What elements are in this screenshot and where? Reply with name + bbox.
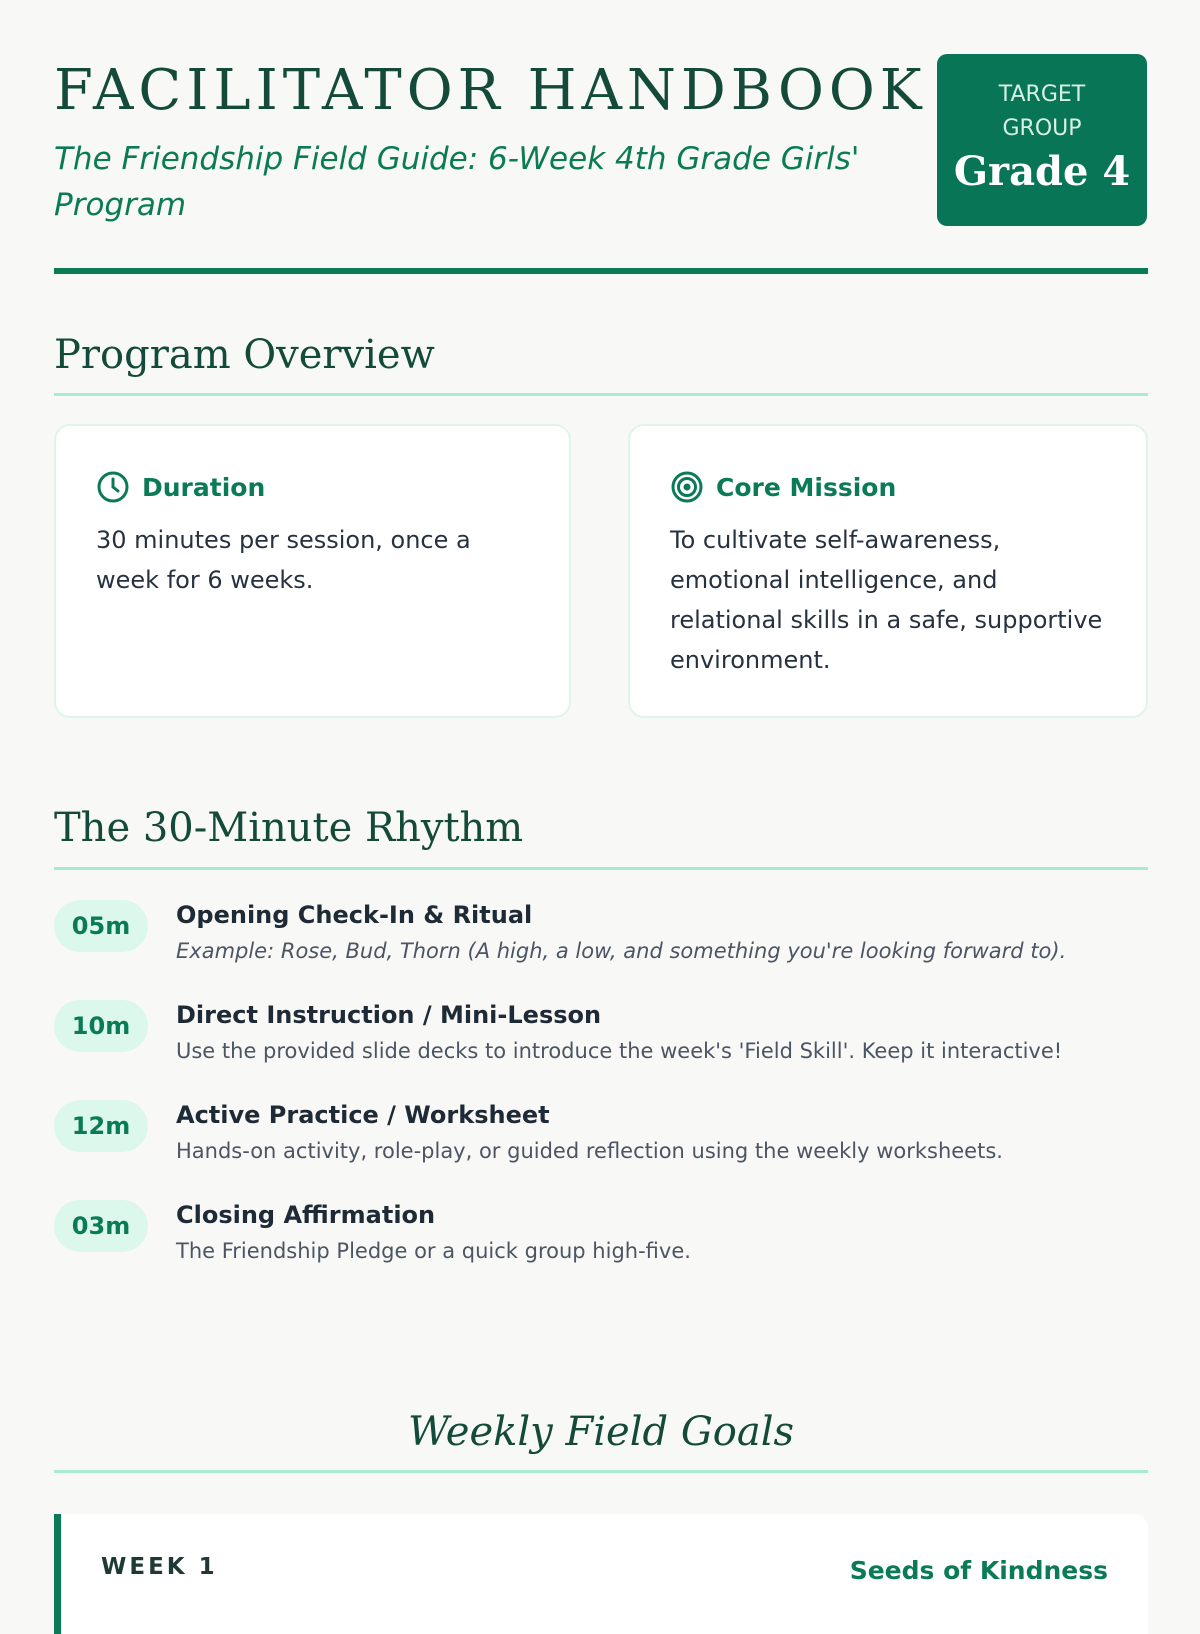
mission-text: To cultivate self-awareness, emotional intelligence, and relational skills in a safe, supportive environment. bbox=[670, 526, 1103, 674]
week-card bbox=[54, 1514, 1148, 1634]
clock-icon bbox=[96, 470, 130, 504]
duration-title: Duration bbox=[142, 472, 266, 502]
page-header bbox=[54, 58, 1148, 228]
duration-card bbox=[54, 424, 571, 718]
target-label-line1: TARGET bbox=[998, 82, 1086, 107]
time-badge: 12m bbox=[54, 1100, 148, 1152]
rhythm-item bbox=[54, 898, 1148, 982]
duration-text: 30 minutes per session, once a week for 6 weeks. bbox=[96, 526, 471, 594]
rhythm-item-title: Opening Check-In & Ritual bbox=[176, 901, 533, 929]
rhythm-heading: The 30-Minute Rhythm bbox=[54, 805, 524, 851]
header-divider bbox=[54, 268, 1148, 274]
week-label: WEEK 1 bbox=[101, 1554, 218, 1580]
time-badge: 03m bbox=[54, 1200, 148, 1252]
duration-card-header bbox=[96, 470, 265, 504]
time-badge: 10m bbox=[54, 1000, 148, 1052]
rhythm-item-description: Hands-on activity, role-play, or guided reflection using the weekly worksheets. bbox=[176, 1139, 1003, 1163]
overview-heading: Program Overview bbox=[54, 332, 435, 378]
mission-title: Core Mission bbox=[716, 472, 897, 502]
target-label-line2: GROUP bbox=[1002, 116, 1082, 141]
mission-card bbox=[628, 424, 1148, 718]
rhythm-item-title: Closing Affirmation bbox=[176, 1201, 436, 1229]
rhythm-item-description: Use the provided slide decks to introduce the week's 'Field Skill'. Keep it interactive! bbox=[176, 1039, 1063, 1063]
overview-divider bbox=[54, 393, 1148, 396]
target-icon bbox=[670, 470, 704, 504]
target-group-label bbox=[937, 78, 1147, 146]
target-group-badge bbox=[937, 54, 1147, 226]
week-theme: Seeds of Kindness bbox=[849, 1556, 1108, 1585]
rhythm-item-title: Direct Instruction / Mini-Lesson bbox=[176, 1001, 602, 1029]
page-subtitle: The Friendship Field Guide: 6-Week 4th Grade Girls' Program bbox=[54, 141, 860, 223]
time-badge: 05m bbox=[54, 900, 148, 952]
rhythm-item bbox=[54, 998, 1148, 1082]
rhythm-item-description: Example: Rose, Bud, Thorn (A high, a low, and something you're looking forward to). bbox=[176, 939, 1067, 963]
goals-divider bbox=[54, 1470, 1148, 1473]
rhythm-item bbox=[54, 1098, 1148, 1182]
page-title: FACILITATOR HANDBOOK bbox=[54, 58, 927, 123]
goals-heading: Weekly Field Goals bbox=[407, 1409, 795, 1455]
mission-card-header bbox=[670, 470, 896, 504]
rhythm-item-description: The Friendship Pledge or a quick group high-five. bbox=[176, 1239, 691, 1263]
target-group-value: Grade 4 bbox=[953, 148, 1131, 195]
rhythm-item-title: Active Practice / Worksheet bbox=[176, 1101, 550, 1129]
rhythm-divider bbox=[54, 867, 1148, 870]
rhythm-item bbox=[54, 1198, 1148, 1282]
